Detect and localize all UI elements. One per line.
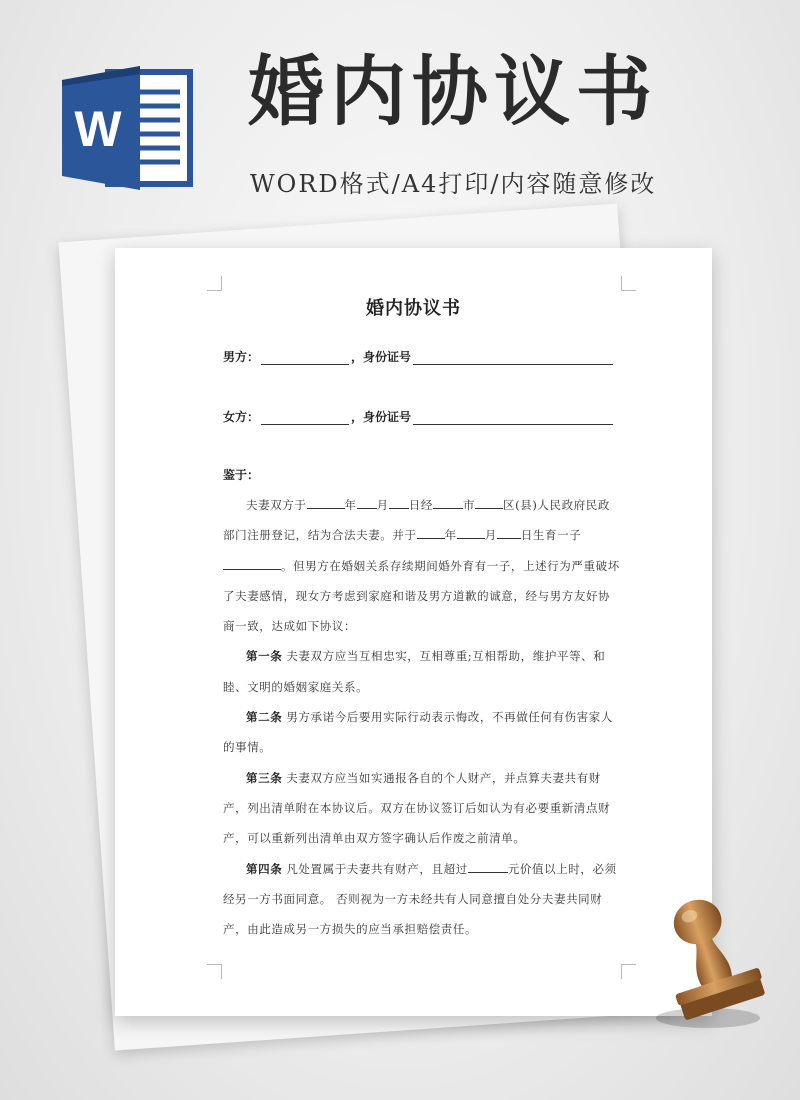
crop-mark-bottom-left <box>207 964 222 979</box>
marriage-day-blank[interactable] <box>389 497 409 510</box>
male-name-blank[interactable] <box>261 352 349 365</box>
hero-subtitle: WORD格式/A4打印/内容随意修改 <box>250 170 657 198</box>
article-1: 第一条 夫妻双方应当互相忠实，互相尊重;互相帮助，维护平等、和睦、文明的婚姻家庭关系。 <box>223 649 606 694</box>
female-id-blank[interactable] <box>413 412 613 425</box>
male-field-row <box>223 348 623 365</box>
article-4: 第四条 凡处置属于夫妻共有财产，且超过 元价值以上时，必须经另一方书面同意。 否则视为一方未经共有人同意擅自处分夫妻共同财产，由此造成另一方损失的应当承担赔偿责任。 <box>223 861 617 937</box>
male-id-blank[interactable] <box>413 352 613 365</box>
crop-mark-top-right <box>621 276 636 291</box>
document-page <box>115 248 712 1016</box>
hero-title: 婚内协议书 <box>248 47 658 136</box>
male-label: 男方： <box>223 350 260 364</box>
birth-day-blank[interactable] <box>497 527 521 540</box>
article-3: 第三条 夫妻双方应当如实通报各自的个人财产，并点算夫妻共有财产，列出清单附在本协议后。双方在协议签订后如认为有必要重新清点财产，可以重新列出清单由双方签字确认后作废之前清单。 <box>223 770 611 846</box>
birth-month-blank[interactable] <box>457 527 485 540</box>
female-id-label: ，身份证号 <box>351 410 412 424</box>
child-name-blank[interactable] <box>223 557 281 570</box>
word-logo-icon <box>62 66 194 190</box>
word-logo-letter: W <box>74 101 122 157</box>
city-blank[interactable] <box>433 497 463 510</box>
district-blank[interactable] <box>475 497 503 510</box>
intro-label: 鉴于： <box>223 468 260 482</box>
article-label: 第二条 <box>246 710 283 725</box>
wooden-stamp-icon <box>648 880 773 1030</box>
crop-mark-top-left <box>207 276 222 291</box>
article-label: 第三条 <box>246 770 283 785</box>
article-label: 第四条 <box>246 861 283 876</box>
amount-blank[interactable] <box>468 860 508 873</box>
agreement-body <box>223 490 621 944</box>
crop-mark-bottom-right <box>621 964 636 979</box>
birth-year-blank[interactable] <box>417 527 445 540</box>
marriage-year-blank[interactable] <box>307 497 345 510</box>
document-title: 婚内协议书 <box>366 298 461 319</box>
female-name-blank[interactable] <box>261 412 349 425</box>
intro-paragraph: 夫妻双方于 年 月 日经 市 区(县)人民政府民政部门注册登记，结为合法夫妻。并于 年 月 日生育一子。但男方在婚姻关系存续期间婚外育有一子，上述行为严重破坏了夫妻感情，现女方考虑到家庭和谐及男方道歉的诚意，经与男方友好协商一致，达成如下协议： <box>223 498 620 634</box>
marriage-month-blank[interactable] <box>357 497 377 510</box>
male-id-label: ，身份证号 <box>351 350 412 364</box>
female-label: 女方： <box>223 410 260 424</box>
article-2: 第二条 男方承诺今后要用实际行动表示悔改，不再做任何有伤害家人的事情。 <box>223 710 614 755</box>
female-field-row <box>223 408 623 425</box>
article-label: 第一条 <box>246 649 283 664</box>
